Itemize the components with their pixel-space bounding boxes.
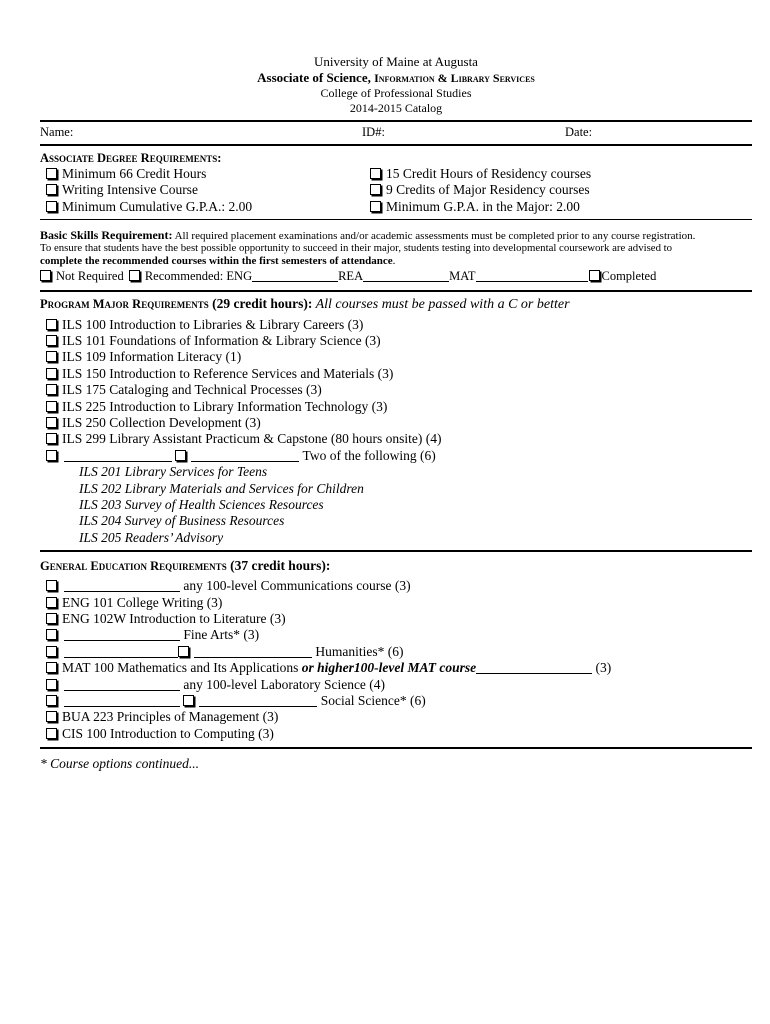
checkbox[interactable] <box>46 384 57 395</box>
option-item: ILS 205 Readers’ Advisory <box>79 530 224 545</box>
eng-blank[interactable] <box>252 269 338 282</box>
course-label: ILS 299 Library Assistant Practicum & Capstone (80 hours onsite) (4) <box>62 431 442 446</box>
checkbox[interactable] <box>46 368 57 379</box>
gened-label: any 100-level Laboratory Science (4) <box>183 677 386 692</box>
divider <box>40 219 752 220</box>
course-label: ILS 150 Introduction to Reference Services and Materials (3) <box>62 366 394 381</box>
option-item: ILS 203 Survey of Health Sciences Resources <box>79 497 324 512</box>
course-blank[interactable] <box>64 579 180 592</box>
option-item: ILS 201 Library Services for Teens <box>79 464 268 479</box>
course-label: ILS 109 Information Literacy (1) <box>62 349 242 364</box>
req-major-gpa: Minimum G.P.A. in the Major: 2.00 <box>386 199 580 214</box>
checkbox[interactable] <box>175 450 186 461</box>
gened-label: Fine Arts* (3) <box>183 627 260 642</box>
course-item[interactable] <box>46 399 387 415</box>
course-item[interactable] <box>46 431 441 447</box>
divider <box>40 747 752 749</box>
basic-skills-line3 <box>40 255 395 267</box>
elective-choice-row <box>46 448 436 464</box>
gened-label: any 100-level Communications course (3) <box>183 578 411 593</box>
gened-item[interactable] <box>46 578 411 594</box>
elective-blank[interactable] <box>191 449 299 462</box>
checkbox[interactable] <box>46 433 57 444</box>
gened-item[interactable] <box>46 627 259 643</box>
major-note: All courses must be passed with a C or better <box>312 297 570 312</box>
not-required-label: Not Required <box>56 269 124 283</box>
date-field[interactable]: Date: <box>565 125 593 139</box>
checkbox[interactable] <box>129 270 140 281</box>
option-item: ILS 202 Library Materials and Services for Children <box>79 481 364 496</box>
checkbox[interactable] <box>46 728 57 739</box>
basic-skills-text1: All required placement examinations and/or academic assessments must be completed prior to any course registration. <box>172 230 696 242</box>
basic-skills-label: Basic Skills Requirement: <box>40 228 173 242</box>
gened-heading-text: General Education Requirements <box>40 559 227 573</box>
checkbox[interactable] <box>46 679 57 690</box>
course-label: ILS 175 Cataloging and Technical Processes (3) <box>62 382 322 397</box>
course-label: ILS 250 Collection Development (3) <box>62 415 261 430</box>
checkbox[interactable] <box>46 319 57 330</box>
gened-item[interactable] <box>46 595 222 611</box>
name-field[interactable]: Name: <box>40 125 74 139</box>
id-field[interactable]: ID#: <box>362 125 385 139</box>
option-item: ILS 204 Survey of Business Resources <box>79 513 285 528</box>
course-blank[interactable] <box>64 694 180 707</box>
checkbox[interactable] <box>589 270 600 281</box>
req-writing: Writing Intensive Course <box>62 182 198 197</box>
divider <box>40 550 752 552</box>
course-item[interactable] <box>46 333 381 349</box>
gened-label: Humanities* (6) <box>315 644 404 659</box>
college-name: College of Professional Studies <box>320 86 472 100</box>
associate-heading-text: Associate Degree Requirements: <box>40 151 222 165</box>
degree-title <box>40 70 752 86</box>
basic-skills-bold: complete the recommended courses within the first semesters of attendance <box>40 255 393 267</box>
basic-skills-line2: To ensure that students have the best possible opportunity to succeed in their major, students testing into developmental coursework are advised to <box>40 242 673 254</box>
checkbox[interactable] <box>46 201 57 212</box>
course-label: ILS 225 Introduction to Library Information Technology (3) <box>62 399 388 414</box>
course-label: ILS 100 Introduction to Libraries & Library Careers (3) <box>62 317 364 332</box>
checkbox[interactable] <box>46 168 57 179</box>
mat-label: MAT <box>449 269 476 283</box>
gened-item[interactable] <box>46 660 611 676</box>
checkbox[interactable] <box>46 417 57 428</box>
gened-item[interactable] <box>46 709 278 725</box>
course-label: ILS 101 Foundations of Information & Library Science (3) <box>62 333 381 348</box>
course-blank[interactable] <box>476 661 592 674</box>
checkbox[interactable] <box>46 711 57 722</box>
catalog-year: 2014-2015 Catalog <box>349 101 443 115</box>
gened-label: Social Science* (6) <box>320 693 426 708</box>
course-blank[interactable] <box>64 678 180 691</box>
course-item[interactable] <box>46 382 322 398</box>
checkbox[interactable] <box>46 351 57 362</box>
choice-label: Two of the following (6) <box>302 448 436 463</box>
checkbox[interactable] <box>178 646 189 657</box>
elective-blank[interactable] <box>64 449 172 462</box>
checkbox[interactable] <box>370 184 381 195</box>
checkbox[interactable] <box>46 184 57 195</box>
major-credits: (29 credit hours): <box>208 296 313 311</box>
gened-credits-label: (3) <box>592 660 612 675</box>
checkbox[interactable] <box>46 450 57 461</box>
gened-item[interactable] <box>46 611 286 627</box>
req-residency: 15 Credit Hours of Residency courses <box>386 166 592 181</box>
gened-label: ENG 101 College Writing (3) <box>62 595 223 610</box>
req-major-residency: 9 Credits of Major Residency courses <box>386 182 590 197</box>
checklist-item[interactable] <box>370 182 590 198</box>
checklist-item[interactable] <box>370 166 591 182</box>
checkbox[interactable] <box>46 401 57 412</box>
course-item[interactable] <box>46 415 261 431</box>
course-blank[interactable] <box>64 645 178 658</box>
checkbox[interactable] <box>46 646 57 657</box>
checkbox[interactable] <box>370 168 381 179</box>
degree-program: Information & Library Services <box>374 71 535 85</box>
course-item[interactable] <box>46 349 241 365</box>
course-blank[interactable] <box>199 694 317 707</box>
footer-note: * Course options continued... <box>40 756 199 771</box>
checklist-item[interactable] <box>46 199 252 215</box>
checkbox[interactable] <box>46 613 57 624</box>
divider <box>40 144 752 146</box>
gened-item[interactable] <box>46 644 403 660</box>
university-name: University of Maine at Augusta <box>314 54 478 69</box>
checkbox[interactable] <box>370 201 381 212</box>
associate-heading <box>40 150 221 166</box>
gened-label: BUA 223 Principles of Management (3) <box>62 709 279 724</box>
placement-row <box>40 269 656 284</box>
gened-label: MAT 100 Mathematics and Its Applications <box>62 660 302 675</box>
gened-heading <box>40 558 330 575</box>
gened-item[interactable] <box>46 726 274 742</box>
course-blank[interactable] <box>64 628 180 641</box>
gened-item[interactable] <box>46 693 426 709</box>
checklist-item[interactable] <box>46 182 198 198</box>
checkbox[interactable] <box>40 270 51 281</box>
course-item[interactable] <box>46 366 393 382</box>
recommended-label: Recommended: ENG <box>144 269 253 283</box>
mat-option: or higher100-level MAT course <box>301 660 477 675</box>
req-min-credits: Minimum 66 Credit Hours <box>62 166 207 181</box>
mat-blank[interactable] <box>476 269 588 282</box>
course-item[interactable] <box>46 317 363 333</box>
req-gpa: Minimum Cumulative G.P.A.: 2.00 <box>62 199 253 214</box>
course-blank[interactable] <box>194 645 312 658</box>
divider <box>40 120 752 122</box>
gened-label: ENG 102W Introduction to Literature (3) <box>62 611 286 626</box>
basic-skills-line1 <box>40 228 695 243</box>
rea-label: REA <box>338 269 364 283</box>
checkbox[interactable] <box>46 580 57 591</box>
checklist-item[interactable] <box>46 166 206 182</box>
degree-prefix: Associate of Science, <box>257 70 375 85</box>
checkbox[interactable] <box>46 597 57 608</box>
major-heading <box>40 296 570 313</box>
checkbox[interactable] <box>183 695 194 706</box>
divider <box>40 290 752 292</box>
basic-skills-end: . <box>392 255 396 267</box>
checkbox[interactable] <box>46 335 57 346</box>
checkbox[interactable] <box>46 662 57 673</box>
checkbox[interactable] <box>46 695 57 706</box>
gened-item[interactable] <box>46 677 385 693</box>
rea-blank[interactable] <box>363 269 449 282</box>
gened-label: CIS 100 Introduction to Computing (3) <box>62 726 274 741</box>
checklist-item[interactable] <box>370 199 580 215</box>
completed-label: Completed <box>601 269 657 283</box>
major-heading-text: Program Major Requirements <box>40 297 209 311</box>
gened-credits: (37 credit hours): <box>226 558 331 573</box>
checkbox[interactable] <box>46 629 57 640</box>
